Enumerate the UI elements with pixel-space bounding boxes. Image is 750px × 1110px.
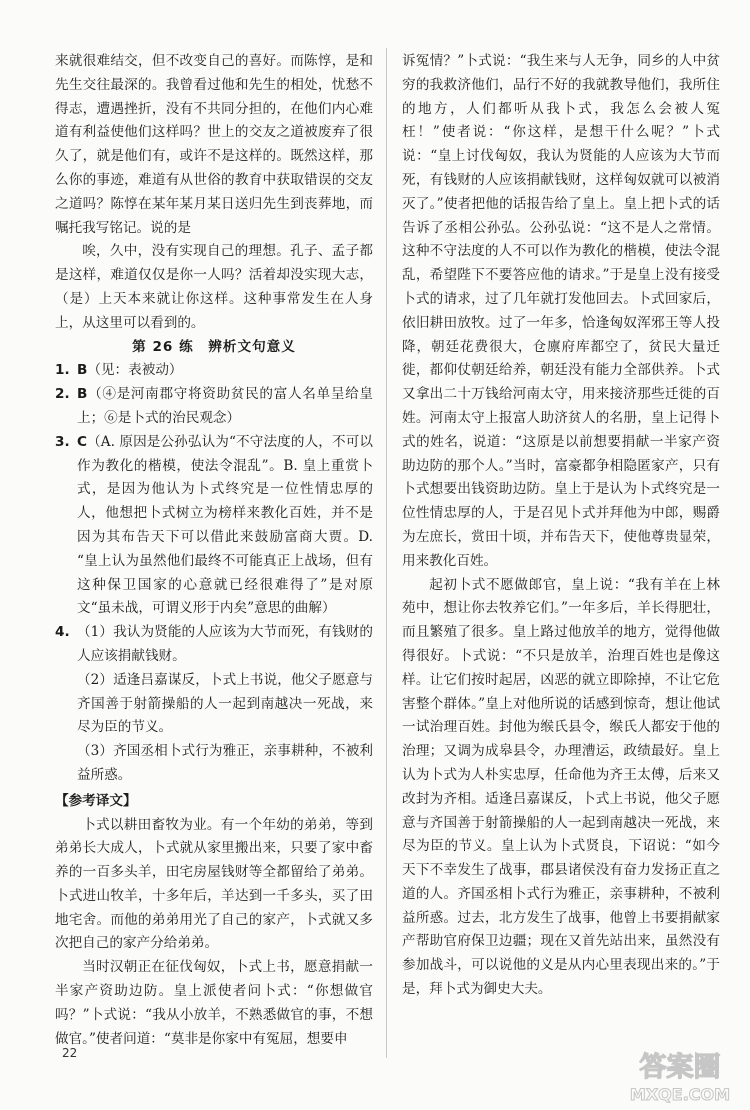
right-column <box>402 50 720 1002</box>
answer-item-1 <box>55 359 373 383</box>
answer-letter: C <box>77 433 87 450</box>
translation-paragraph: 当时汉朝正在征伐匈奴，卜式上书，愿意捐献一半家产资助边防。皇上派使者问卜式：“你想做官吗？”卜式说：“我从小放羊，不熟悉做官的事，不想做官。”使者问道：“莫非是你家中有冤屈，想要申 <box>55 959 373 1047</box>
answer-number: 2. <box>55 386 70 403</box>
watermark-graphic <box>620 1042 742 1106</box>
answer-text: （A. 原因是公孙弘认为“不守法度的人，不可以作为教化的楷模，使法令混乱”。B. 皇上重赏卜式，是因为他认为卜式终究是一位性情忠厚的人，他想把卜式树立为榜样来教化百姓，并不是因为其布告天下可以借此来鼓励富商大贾。D. “皇上认为虽然他们最终不可能真正上战场，但有这种保卫国家的心意就已经很难得了”是对原文“虽未战，可谓义形于内矣”意思的曲解） <box>77 433 373 617</box>
answer-text: （见：表被动） <box>87 362 183 379</box>
answer-4-part-3: （3）齐国丞相卜式行为雅正，亲事耕种，不被利益所惑。 <box>77 743 373 783</box>
answer-number: 3. <box>55 433 70 450</box>
watermark-line-2: MXQE.COM <box>629 1085 731 1104</box>
answer-item-2 <box>55 383 373 431</box>
page-number: 22 <box>62 1046 78 1060</box>
eulogy-paragraph: 唉，久中，没有实现自己的理想。孔子、孟子都是这样，难道仅仅是你一人吗？活着却没实现大志，（是）上天本来就让你这样。这种事常发生在人身上，从这里可以看到的。 <box>55 243 373 331</box>
answer-letter: B <box>77 362 88 379</box>
translation-paragraph: 起初卜式不愿做郎官，皇上说：“我有羊在上林苑中，想让你去牧养它们。”一年多后，羊长得肥壮，而且繁殖了很多。皇上路过他放羊的地方，觉得他做得很好。卜式说：“不只是放羊，治理百姓也是像这样。让它们按时起居，凶恶的就立即除掉，不让它危害整个群体。”皇上对他所说的话感到惊奇，想让他试一试治理百姓。封他为缑氏县令，缑氏人都安于他的治理；又调为成皋县令，办理漕运，政绩最好。皇上认为卜式为人朴实忠厚，任命他为齐王太傅，后来又改封为齐相。适逢吕嘉谋反，卜式上书说，他父子愿意与齐国善于射箭操船的人一起到南越决一死战，来尽为臣的节义。皇上认为卜式贤良，下诏说：“如今天下不幸发生了战事，郡县诸侯没有奋力发扬正直之道的人。齐国丞相卜式行为雅正，亲事耕种，不被利益所惑。过去，北方发生了战事，他曾上书要捐献家产帮助官府保卫边疆；现在又首先站出来，虽然没有参加战斗，可以说他的义是从内心里表现出来的。”于是，拜卜式为御史大夫。 <box>402 576 720 998</box>
intro-paragraph: 来就很难结交，但不改变自己的喜好。而陈惇，是和先生交往最深的。我曾看过他和先生的相处，忧愁不得志，遭遇挫折，没有不共同分担的，在他们内心难道有利益使他们这样吗？世上的交友之道被废弃了很久了，就是他们有，或许不是这样的。既然这样，那么你的事迹，难道有从世俗的教育中获取错误的交友之道吗？陈惇在某年某月某日送归先生到丧葬地，而嘱托我写铭记。说的是 <box>55 53 373 236</box>
reference-translation-heading: 【参考译文】 <box>55 792 137 809</box>
answer-body <box>77 383 373 431</box>
answer-text: （1）我认为贤能的人应该为大节而死，有钱财的人应该捐献钱财。 <box>77 624 373 664</box>
answer-letter: B <box>77 386 88 403</box>
answer-item-3 <box>55 431 373 621</box>
translation-paragraph: 诉冤情？”卜式说：“我生来与人无争，同乡的人中贫穷的我救济他们，品行不好的我就教导他们，我所住的地方，人们都听从我卜式，我怎么会被人冤枉！”使者说：“你这样，是想干什么呢？”卜式说：“皇上讨伐匈奴，我认为贤能的人应该为大节而死，有钱财的人应该捐献钱财，这样匈奴就可以被消灭了。”使者把他的话报告给了皇上。皇上把卜式的话告诉了丞相公孙弘。公孙弘说：“这不是人之常情。这种不守法度的人不可以作为教化的楷模，使法令混乱，希望陛下不要答应他的请求。”于是皇上没有接受卜式的请求，过了几年就打发他回去。卜式回家后，依旧耕田放牧。过了一年多，恰逢匈奴浑邪王等人投降，朝廷花费很大，仓廪府库都空了，贫民大量迁徙，都仰仗朝廷给养，朝廷没有能力全部供养。卜式又拿出二十万钱给河南太守，用来接济那些迁徙的百姓。河南太守上报富人助济贫人的名册，皇上记得卜式的姓名，说道：“这原是以前想要捐献一半家产资助边防的那个人。”当时，富豪都争相隐匿家产，只有卜式想要出钱资助边防。皇上于是认为卜式终究是一位性情忠厚的人，于是召见卜式并拜他为中郎，赐爵为左庶长，赏田十顷，并布告天下，使他尊贵显荣，用来教化百姓。 <box>402 53 720 569</box>
answer-text: （④是河南郡守将资助贫民的富人名单呈给皇上；⑥是卜式的治民观念） <box>77 386 373 426</box>
answer-body <box>77 431 373 621</box>
left-column <box>55 50 373 1051</box>
answer-item-4 <box>55 621 373 669</box>
answer-4-part-2: （2）适逢吕嘉谋反，卜式上书说，他父子愿意与齐国善于射箭操船的人一起到南越决一死战，来尽为臣的节义。 <box>77 671 373 736</box>
section-title: 第 26 练 辨析文句意义 <box>132 338 296 355</box>
watermark-logo <box>620 1042 742 1106</box>
answer-number: 4. <box>55 624 70 641</box>
answer-body <box>77 359 373 383</box>
watermark-line-1: 答案圈 <box>639 1052 721 1083</box>
answer-number: 1. <box>55 362 70 379</box>
translation-paragraph: 卜式以耕田畜牧为业。有一个年幼的弟弟，等到弟弟长大成人，卜式就从家里搬出来，只要了家中畜养的一百多头羊，田宅房屋钱财等全都留给了弟弟。卜式进山牧羊，十多年后，羊达到一千多头，买了田地宅舍。而他的弟弟用光了自己的家产，卜式就又多次把自己的家产分给弟弟。 <box>55 816 373 952</box>
column-divider <box>386 48 387 1058</box>
